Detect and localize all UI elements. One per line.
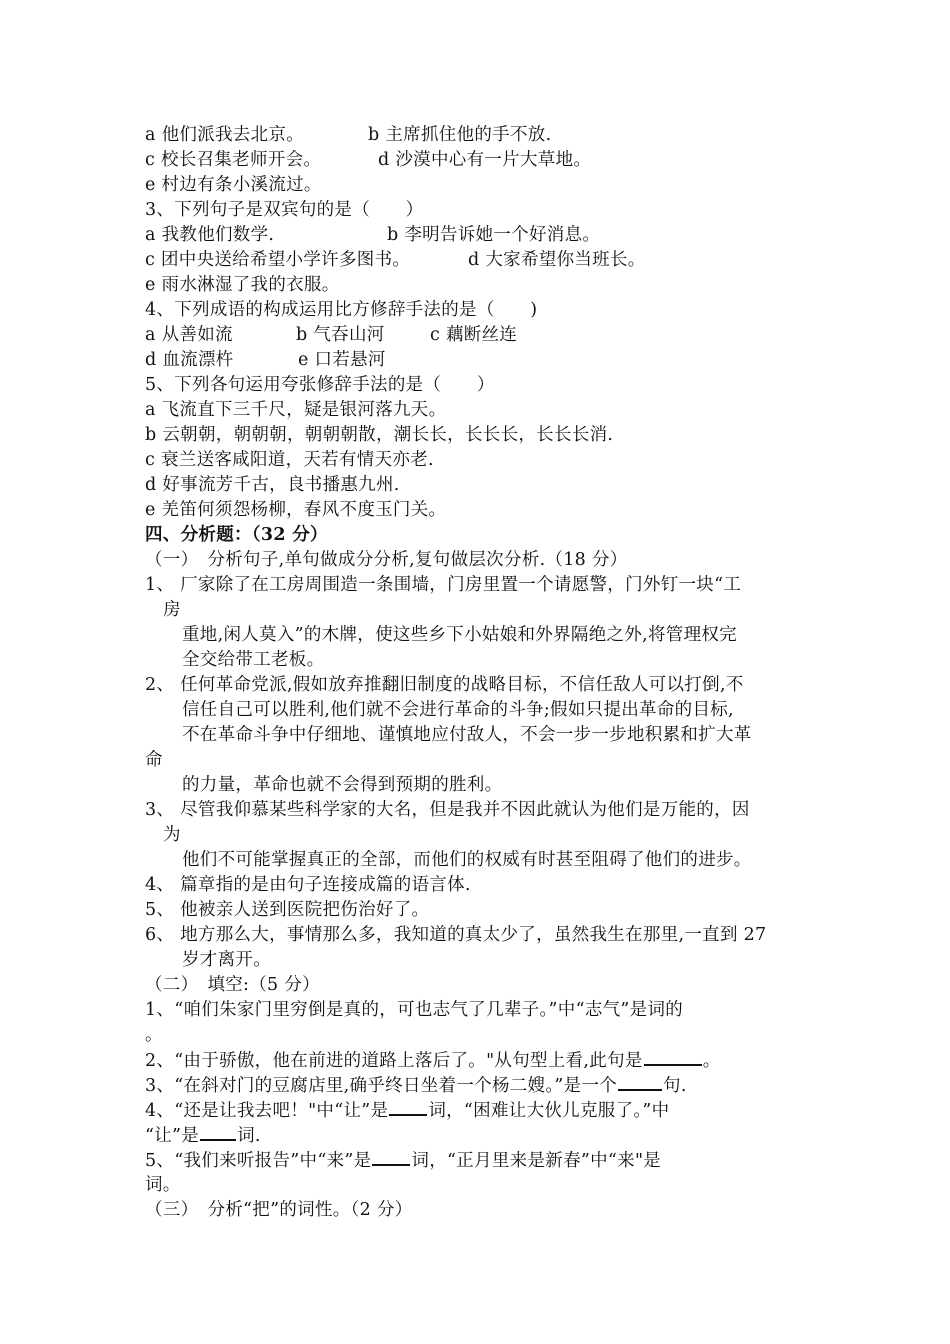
q2-option-e: e 村边有条小溪流过。 (145, 175, 322, 195)
fill-item-5-text: 5、“我们来听报告”中“来”是 (145, 1151, 372, 1171)
fill-item-4-cont (145, 1123, 261, 1148)
fill-item-5 (145, 1148, 661, 1173)
fill-blank[interactable] (372, 1148, 410, 1166)
fill-item-1: 1、“咱们朱家门里穷倒是真的，可也志气了几辈子。”中“志气”是词的 (145, 1000, 684, 1020)
fill-item-4 (145, 1098, 669, 1123)
analysis-item-2-line: 2、 任何革命党派,假如放弃推翻旧制度的战略目标，不信任敌人可以打倒,不 (145, 675, 744, 695)
fill-item-4-text: 词，“困难让大伙儿克服了。”中 (428, 1101, 670, 1121)
q5-option-c: c 衰兰送客咸阳道，天若有情天亦老. (145, 450, 434, 470)
fill-item-4-end: 词. (237, 1126, 261, 1146)
q3-option-d: d 大家希望你当班长。 (468, 250, 646, 270)
q4-option-c: c 藕断丝连 (430, 325, 518, 345)
q4-option-a: a 从善如流 (145, 325, 233, 345)
q2-option-a: a 他们派我去北京。 (145, 125, 304, 145)
q5-option-d: d 好事流芳千古，良书播惠九州. (145, 475, 400, 495)
fill-item-4-text: 4、“还是让我去吧！"中“让”是 (145, 1101, 389, 1121)
part2-heading: （二） 填空:（5 分） (145, 975, 320, 995)
analysis-item-4: 4、 篇章指的是由句子连接成篇的语言体. (145, 875, 471, 895)
fill-item-2-text: 2、“由于骄傲，他在前进的道路上落后了。"从句型上看,此句是 (145, 1051, 643, 1071)
analysis-item-2-line: 不在革命斗争中仔细地、谨慎地应付敌人，不会一步一步地积累和扩大革 (182, 725, 752, 745)
q4-option-b: b 气吞山河 (296, 325, 385, 345)
q4-option-d: d 血流漂杵 (145, 350, 234, 370)
q5-stem: 5、下列各句运用夸张修辞手法的是（ ） (145, 375, 495, 395)
q3-stem: 3、下列句子是双宾句的是（ ） (145, 200, 424, 220)
fill-item-5-end: 词。 (145, 1175, 181, 1195)
fill-item-2 (145, 1048, 721, 1073)
analysis-item-3-line: 3、 尽管我仰慕某些科学家的大名，但是我并不因此就认为他们是万能的，因 (145, 800, 750, 820)
analysis-item-3-line: 为 (163, 825, 181, 845)
fill-item-1-end: 。 (145, 1025, 163, 1045)
fill-item-5-text: 词，“正月里来是新春”中“来"是 (411, 1151, 662, 1171)
fill-item-2-end: 。 (702, 1051, 721, 1071)
part3-heading: （三） 分析“把”的词性。（2 分） (145, 1200, 413, 1220)
analysis-item-6-line: 岁才离开。 (182, 950, 271, 970)
q3-option-b: b 李明告诉她一个好消息。 (387, 225, 601, 245)
q2-option-b: b 主席抓住他的手不放. (368, 125, 552, 145)
fill-blank[interactable] (618, 1073, 662, 1091)
analysis-item-2-line: 命 (145, 750, 163, 770)
part1-heading: （一） 分析句子,单句做成分分析,复句做层次分析.（18 分） (145, 550, 628, 570)
analysis-item-1-line: 1、 厂家除了在工房周围造一条围墙，门房里置一个请愿警，门外钉一块“工 (145, 575, 742, 595)
analysis-item-2-line: 信任自己可以胜利,他们就不会进行革命的斗争;假如只提出革命的目标, (182, 700, 734, 720)
fill-item-3 (145, 1073, 687, 1098)
q4-stem: 4、下列成语的构成运用比方修辞手法的是（ ) (145, 300, 538, 320)
fill-item-3-end: 句. (663, 1076, 687, 1096)
q5-option-a: a 飞流直下三千尺，疑是银河落九天。 (145, 400, 447, 420)
q5-option-b: b 云朝朝，朝朝朝，朝朝朝散，潮长长，长长长，长长长消. (145, 425, 614, 445)
fill-item-4-text: “让”是 (145, 1126, 200, 1146)
q5-option-e: e 羌笛何须怨杨柳，春风不度玉门关。 (145, 500, 447, 520)
fill-item-3-text: 3、“在斜对门的豆腐店里,确乎终日坐着一个杨二嫂。”是一个 (145, 1076, 618, 1096)
analysis-item-6-line: 6、 地方那么大，事情那么多，我知道的真太少了，虽然我生在那里,一直到 27 (145, 925, 767, 945)
fill-blank[interactable] (389, 1098, 427, 1116)
fill-blank[interactable] (644, 1048, 702, 1066)
q4-option-e: e 口若悬河 (298, 350, 386, 370)
analysis-item-3-line: 他们不可能掌握真正的全部，而他们的权威有时甚至阻碍了他们的进步。 (182, 850, 752, 870)
q2-option-c: c 校长召集老师开会。 (145, 150, 322, 170)
analysis-item-1-line: 房 (163, 600, 181, 620)
q3-option-c: c 团中央送给希望小学许多图书。 (145, 250, 411, 270)
analysis-item-2-line: 的力量，革命也就不会得到预期的胜利。 (182, 775, 503, 795)
analysis-item-1-line: 全交给带工老板。 (182, 650, 325, 670)
analysis-item-5: 5、 他被亲人送到医院把伤治好了。 (145, 900, 430, 920)
q3-option-a: a 我教他们数学. (145, 225, 275, 245)
fill-blank[interactable] (200, 1123, 236, 1141)
section-title: 四、分析题：（32 分） (145, 525, 328, 545)
q2-option-d: d 沙漠中心有一片大草地。 (378, 150, 592, 170)
analysis-item-1-line: 重地,闲人莫入”的木牌，使这些乡下小姑娘和外界隔绝之外,将管理权完 (182, 625, 737, 645)
q3-option-e: e 雨水淋湿了我的衣服。 (145, 275, 340, 295)
